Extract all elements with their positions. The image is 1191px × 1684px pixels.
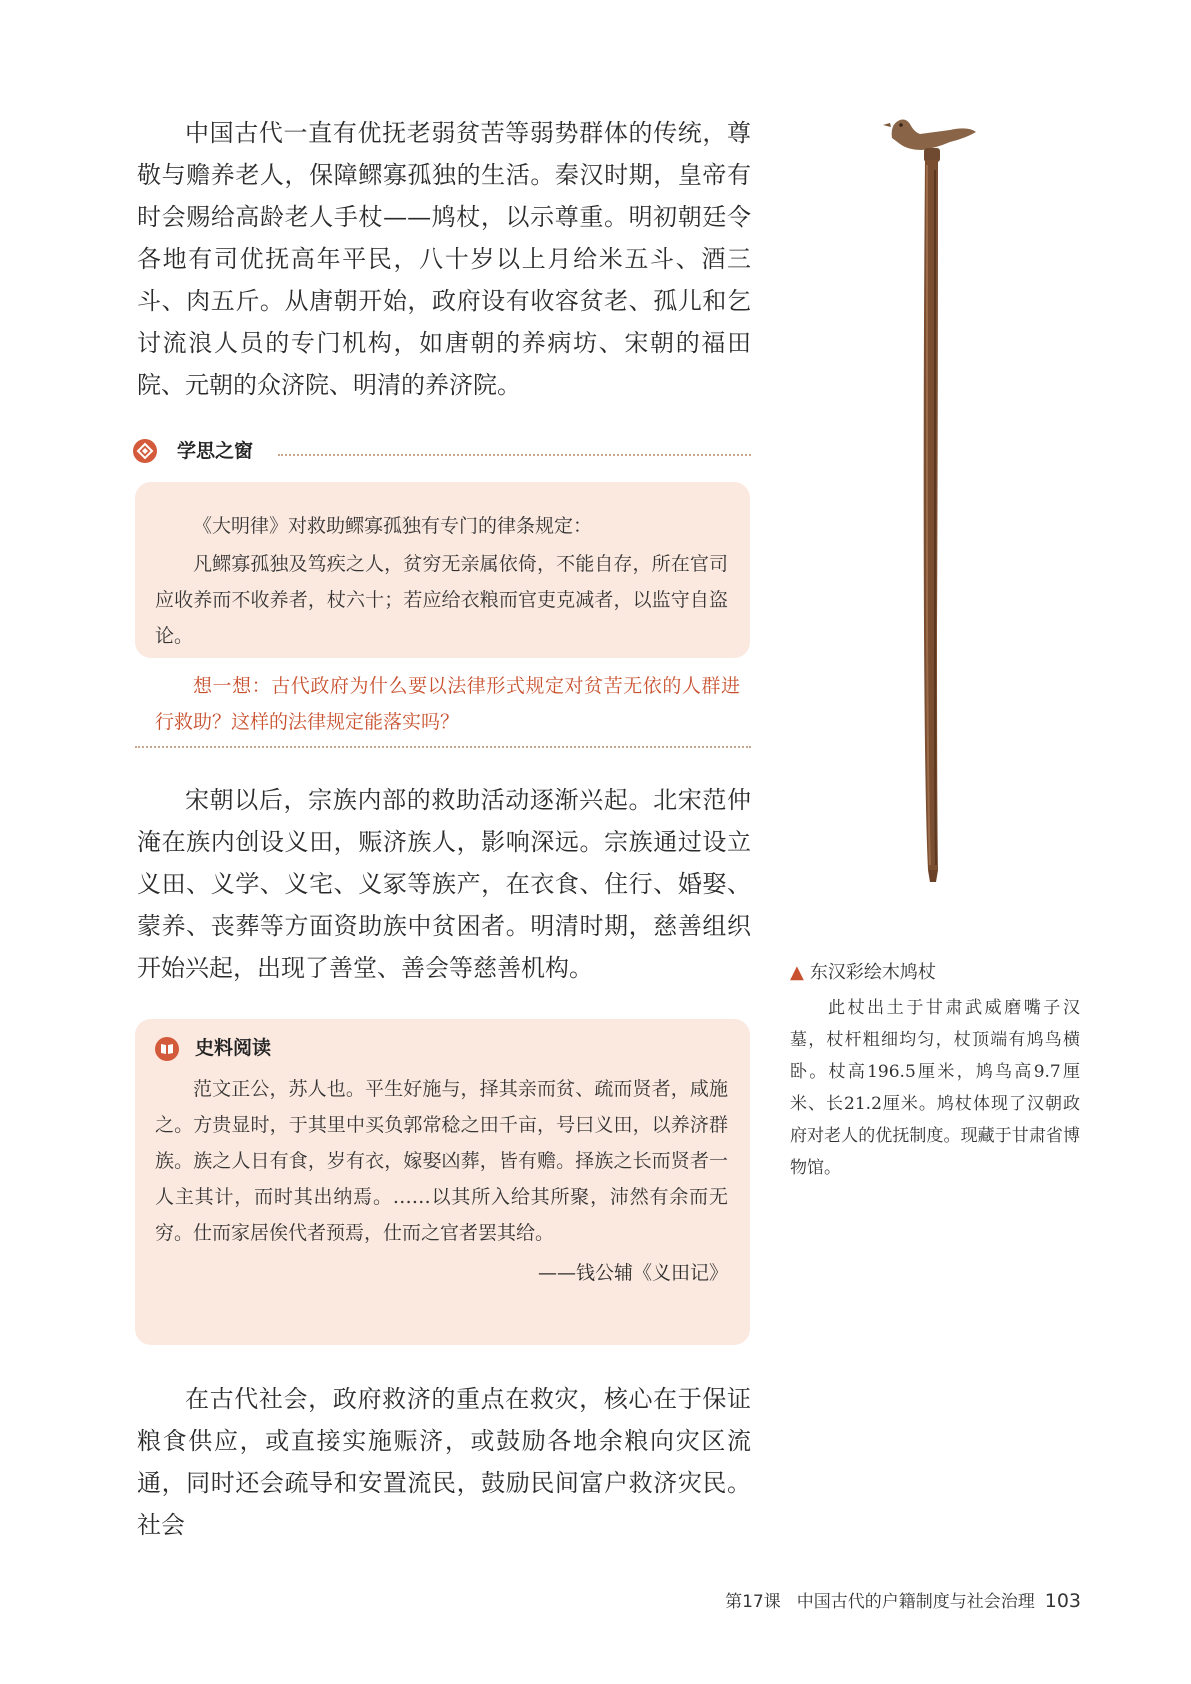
source-reading-box <box>135 1019 750 1345</box>
window-quote: 凡鳏寡孤独及笃疾之人，贫穷无亲属依倚，不能自存，所在官司应收养而不收养者，杖六十；若应给衣粮而官吏克减者，以监守自盗论。 <box>155 553 728 647</box>
source-title: 史料阅读 <box>195 1037 272 1059</box>
footer-lesson: 第17课 <box>725 1592 781 1612</box>
body-paragraph-2: 宋朝以后，宗族内部的救助活动逐渐兴起。北宋范仲淹在族内创设义田，赈济族人，影响深远。宗族通过设立义田、义学、义宅、义冢等族产，在衣食、住行、婚娶、蒙养、丧葬等方面资助族中贫困者。明清时期，慈善组织开始兴起，出现了善堂、善会等慈善机构。 <box>137 786 751 982</box>
caption-title-text: 东汉彩绘木鸠杖 <box>809 962 936 983</box>
source-citation: ——钱公辅《义田记》 <box>537 1262 728 1284</box>
section-title: 学思之窗 <box>177 440 254 462</box>
section-header-window <box>133 437 751 467</box>
page-footer <box>725 1587 1081 1612</box>
image-caption-text: 此杖出土于甘肃武威磨嘴子汉墓，杖杆粗细均匀，杖顶端有鸠鸟横卧。杖高196.5厘米，鸠鸟高9.7厘米、长21.2厘米。鸠杖体现了汉朝政府对老人的优抚制度。现藏于甘肃省博物馆。 <box>790 998 1080 1178</box>
dotted-divider <box>278 454 751 456</box>
think-question: 想一想：古代政府为什么要以法律形式规定对贫苦无依的人群进行救助？这样的法律规定能落实吗？ <box>155 675 740 733</box>
body-paragraph-3: 在古代社会，政府救济的重点在救灾，核心在于保证粮食供应，或直接实施赈济，或鼓励各地余粮向灾区流通，同时还会疏导和安置流民，鼓励民间富户救济灾民。社会 <box>137 1385 751 1539</box>
source-text: 范文正公，苏人也。平生好施与，择其亲而贫、疏而贤者，咸施之。方贵显时，于其里中买负郭常稔之田千亩，号曰义田，以养济群族。族之人日有食，岁有衣，嫁娶凶葬，皆有赡。择族之长而贤者一人主其计，而时其出纳焉。……以其所入给其所聚，沛然有余而无穷。仕而家居俟代者预焉，仕而之官者罢其给。 <box>155 1078 728 1244</box>
window-box <box>135 482 750 658</box>
body-paragraph-1: 中国古代一直有优抚老弱贫苦等弱势群体的传统，尊敬与赡养老人，保障鳏寡孤独的生活。秦汉时期，皇帝有时会赐给高龄老人手杖——鸠杖，以示尊重。明初朝廷令各地有司优抚高年平民，八十岁以上月给米五斗、酒三斗、肉五斤。从唐朝开始，政府设有收容贫老、孤儿和乞讨流浪人员的专门机构，如唐朝的养病坊、宋朝的福田院、元朝的众济院、明清的养济院。 <box>137 119 751 399</box>
page-number: 103 <box>1044 1590 1081 1612</box>
window-intro: 《大明律》对救助鳏寡孤独有专门的律条规定： <box>193 515 593 537</box>
dove-cane-image <box>880 110 990 960</box>
image-caption-title <box>790 960 936 986</box>
diamond-icon <box>133 439 157 463</box>
dotted-divider <box>135 746 751 748</box>
book-icon <box>155 1037 179 1061</box>
source-header <box>155 1033 728 1065</box>
triangle-icon: ▲ <box>790 962 804 983</box>
footer-title: 中国古代的户籍制度与社会治理 <box>796 1592 1035 1612</box>
